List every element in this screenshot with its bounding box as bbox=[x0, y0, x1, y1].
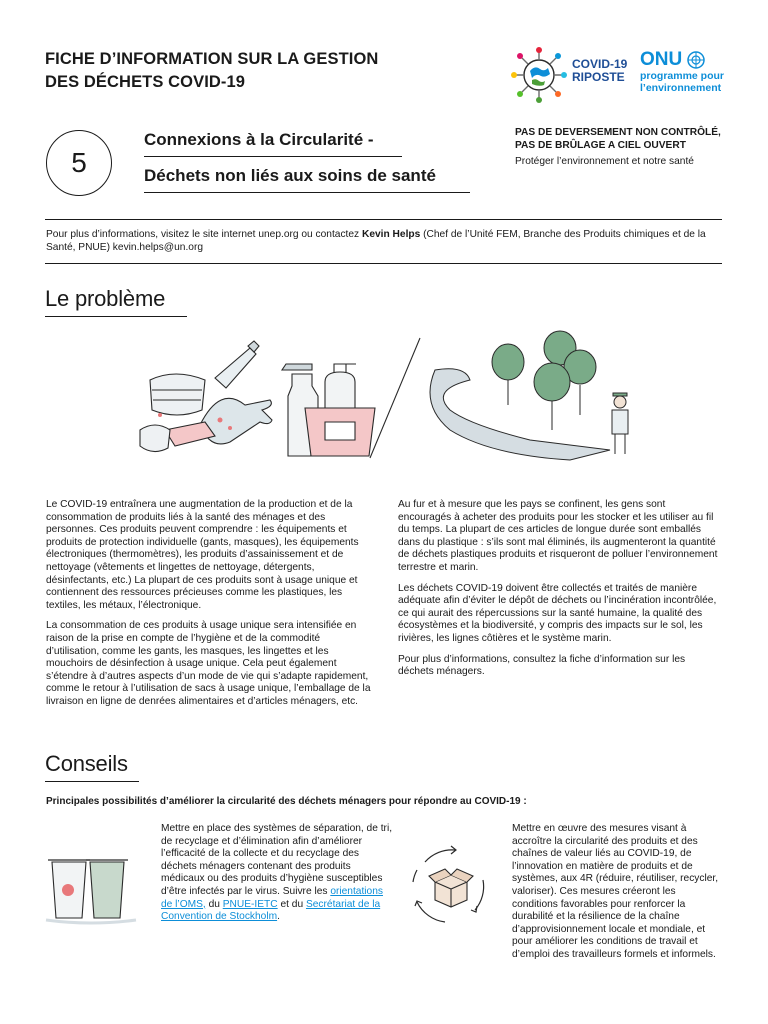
subtitle-line-1: Connexions à la Circularité - bbox=[144, 130, 374, 149]
subtitle-rule-1 bbox=[144, 156, 402, 157]
covid-logo-line-1: COVID-19 bbox=[572, 57, 628, 71]
covid-globe-icon bbox=[508, 44, 570, 106]
contact-suffix: (Chef de l’Unité FEM, Branche des Produits chimiques et de la Santé, PNUE) kevin.helps@un.org bbox=[46, 229, 706, 253]
contact-info bbox=[46, 229, 718, 254]
sheet-number: 5 bbox=[71, 147, 87, 178]
tip-2 bbox=[512, 823, 722, 962]
conseils-intro: Principales possibilités d’améliorer la circularité des déchets ménagers pour répondre au COVID-19 : bbox=[46, 796, 527, 807]
tip-1-body: Mettre en place des systèmes de séparation, de tri, de recyclage et d’élimination afin d’améliorer l’efficacité de la collecte et du recyclage des déchets ménagers contenant des produits médicaux ou des produits d’hygiène susceptibles d’être infectés par le virus. Suivre les bbox=[161, 823, 393, 897]
subtitle-line-2: Déchets non liés aux soins de santé bbox=[144, 166, 436, 185]
heading-rule-conseils bbox=[45, 781, 139, 782]
onu-label: ONU bbox=[640, 49, 683, 70]
document-title bbox=[45, 48, 465, 94]
tip-2-text: Mettre en œuvre des mesures visant à accroître la circularité des produits et des chaînes de valeur liés au COVID-19, de l’innovation en matière de produits et de systèmes, aux 4R (réduire, réutiliser, recycler, valoriser). Ces mesures créeront les conditions favorables pour renforcer la durabilité et la résilience de la chaîne d’approvisionnement locale et mondiale, et pour améliorer les conditions de travail et d’emploi des travailleurs formels et informels. bbox=[512, 823, 719, 960]
probleme-right-paragraph-1: Au fur et à mesure que les pays se confinent, les gens sont encouragés à acheter des produits pour les stocker et les utiliser au fil du temps. La plupart de ces articles de longue durée sont emballés dans du plastique : s’ils sont mal éliminés, ils augmenteront la quantité de déchets plastiques produits et risqueront de polluer l’environnement terrestre et marin. bbox=[398, 499, 718, 573]
title-line-2-prefix: DES DÉCHETS bbox=[45, 73, 164, 91]
trees-icon bbox=[492, 331, 596, 430]
person-icon bbox=[612, 393, 628, 454]
tip-1-mid-1: du bbox=[205, 898, 223, 910]
probleme-right-column bbox=[398, 499, 718, 687]
warning-block bbox=[515, 126, 745, 169]
probleme-left-paragraph-2: La consommation de ces produits à usage unique sera intensifiée en raison de la prise en compte de l’hygiène et de la commodité d’utilisation, comme les gants, les masques, les lingettes et les mouchoirs de désinfection à usage unique. Cela peut également s’étendre à d’autres aspects d’un mode de vie qui s’adapte rapidement, comme le retour à l’utilisation de sacs à usage unique, l’emballage de la livraison en ligne de denrées alimentaires et d’articles ménagers, etc. bbox=[46, 620, 371, 707]
warning-text: Protéger l’environnement et notre santé bbox=[515, 156, 694, 167]
divider-bottom bbox=[45, 263, 722, 264]
unep-logo bbox=[640, 50, 750, 94]
heading-rule-probleme bbox=[45, 316, 187, 317]
link-pnue-ietc[interactable]: PNUE-IETC bbox=[222, 898, 278, 910]
illustration-divider bbox=[370, 338, 420, 458]
probleme-right-paragraph-3: Pour plus d’informations, consultez la fiche d’information sur les déchets ménagers. bbox=[398, 653, 686, 678]
problem-illustration bbox=[120, 330, 680, 465]
tip-1-text bbox=[161, 823, 397, 924]
section-heading-conseils: Conseils bbox=[45, 751, 128, 776]
tip-1-end: . bbox=[277, 911, 280, 923]
unep-line-2: l’environnement bbox=[640, 82, 722, 94]
tip-1 bbox=[161, 823, 397, 924]
sorting-bins-icon bbox=[38, 850, 138, 925]
title-line-2 bbox=[45, 71, 465, 94]
link-oms[interactable]: orientations de l’OMS, bbox=[161, 885, 383, 910]
un-emblem-icon bbox=[686, 50, 706, 70]
probleme-right-paragraph-2: Les déchets COVID-19 doivent être collectés et traités de manière adéquate afin d’éviter le dépôt de déchets ou l’incinération incontrôlée, ce qui aurait des répercussions sur la santé humaine, la qualité des écosystèmes et la biodiversité, y compris des impacts sur le sol, les rivières, les lignes côtières et le système marin. bbox=[398, 582, 717, 644]
title-line-1: FICHE D’INFORMATION SUR LA GESTION bbox=[45, 50, 379, 68]
circular-box-icon bbox=[405, 840, 495, 930]
subtitle-rule-2 bbox=[144, 192, 470, 193]
divider-top bbox=[45, 219, 722, 220]
warning-line-2: PAS DE BRÛLAGE A CIEL OUVERT bbox=[515, 140, 686, 151]
probleme-left-column bbox=[46, 499, 376, 717]
probleme-left-paragraph-1: Le COVID-19 entraînera une augmentation de la production et de la consommation de produits liés à la santé des ménages et des personnes. Ces produits peuvent comprendre : les équipements et produits de protection individuelle (gants, masques), les équipements électroniques (thermomètres), les produits d’assainissement et de nettoyage (vêtements et lingettes de nettoyage, détergents, désinfectants, etc.) La plupart de ces produits sont à usage unique et contiennent des ressources précieuses comme les plastiques, les textiles, les métaux, l’électronique. bbox=[46, 499, 359, 611]
tip-1-mid-2: et du bbox=[277, 898, 306, 910]
warning-line-1: PAS DE DEVERSEMENT NON CONTRÔLÉ, bbox=[515, 127, 721, 138]
covid-riposte-logo bbox=[508, 44, 628, 106]
contact-prefix: Pour plus d’informations, visitez le site internet unep.org ou contactez bbox=[46, 229, 362, 240]
covid-logo-line-2: RIPOSTE bbox=[572, 70, 625, 84]
contact-name: Kevin Helps bbox=[361, 229, 421, 240]
title-line-2-bold: COVID-19 bbox=[168, 73, 246, 91]
sheet-number-badge bbox=[46, 130, 112, 196]
link-stockholm[interactable]: Secrétariat de la Convention de Stockholm bbox=[161, 898, 381, 923]
waste-items-icon bbox=[140, 341, 375, 456]
section-heading-probleme: Le problème bbox=[45, 286, 166, 311]
unep-line-1: programme pour bbox=[640, 70, 725, 82]
